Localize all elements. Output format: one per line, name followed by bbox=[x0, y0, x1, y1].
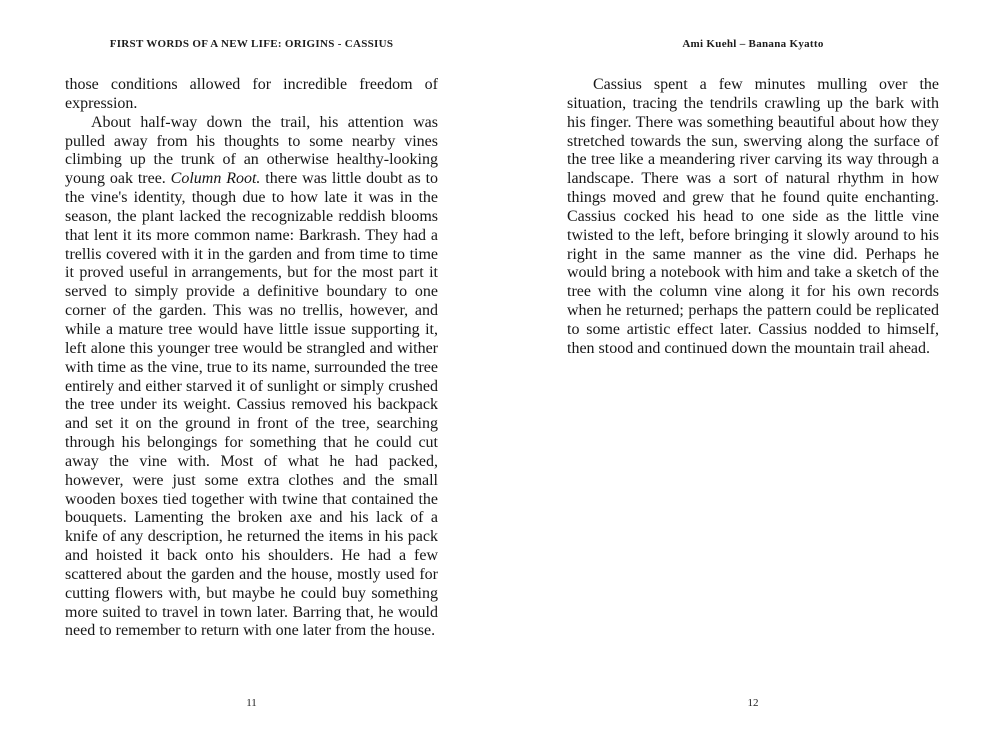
right-page-number: 12 bbox=[747, 697, 759, 709]
right-page bbox=[567, 38, 939, 359]
left-running-header: FIRST WORDS OF A NEW LIFE: ORIGINS - CASSIUS bbox=[109, 38, 394, 50]
paragraph bbox=[65, 114, 438, 642]
left-page-body bbox=[65, 76, 438, 641]
right-running-header: Ami Kuehl – Banana Kyatto bbox=[682, 38, 824, 50]
paragraph-text: there was little doubt as to the vine's identity, though due to how late it was in the season, the plant lacked the recognizable reddish blooms that lent it its more common name: Barkrash. They had a trellis covered with it in the garden and from time to time it proved useful in arrangements, but for the most part it served to simply provide a definitive boundary to one corner of the garden. This was no trellis, however, and while a mature tree would have little issue supporting it, left alone this younger tree would be strangled and wither with time as the vine, true to its name, surrounded the tree entirely and either starved it of sunlight or simply crushed the tree under its weight. Cassius removed his backpack and set it on the ground in front of the tree, searching through his belongings for something that he could cut away the vine with. Most of what he had packed, however, were just some extra clothes and the small wooden boxes tied together with twine that contained the bouquets. Lamenting the broken axe and his lack of a knife of any description, he returned the items in his pack and hoisted it back onto his shoulders. He had a few scattered about the garden and the house, mostly used for cutting flowers with, but maybe he could buy something more suited to travel in town later. Barring that, he would need to remember to return with one later from the house. bbox=[65, 170, 439, 640]
right-page-body bbox=[567, 76, 939, 359]
left-page-number: 11 bbox=[246, 697, 257, 709]
italic-phrase: Column Root. bbox=[170, 170, 261, 188]
paragraph: Cassius spent a few minutes mulling over the situation, tracing the tendrils crawling up the bark with his finger. There was something beautiful about how they stretched towards the sun, swerving along the surface of the tree like a meandering river carving its way through a landscape. There was a sort of natural rhythm in how things moved and grew that he found quite enchanting. Cassius cocked his head to one side as the little vine twisted to the left, before bringing it slowly around to his right in the same manner as the vine did. Perhaps he would bring a notebook with him and take a sketch of the tree with the column vine along it for his own records when he returned; perhaps the pattern could be replicated to some artistic effect later. Cassius nodded to himself, then stood and continued down the mountain trail ahead. bbox=[567, 76, 939, 357]
paragraph-continuation: those conditions allowed for incredible freedom of expression. bbox=[65, 76, 438, 112]
left-page bbox=[65, 38, 438, 641]
paragraph-text: About half-way down the trail, his attention was pulled away from his thoughts to some nearby vines climbing up the trunk of an otherwise healthy-looking young oak tree. bbox=[65, 113, 438, 188]
